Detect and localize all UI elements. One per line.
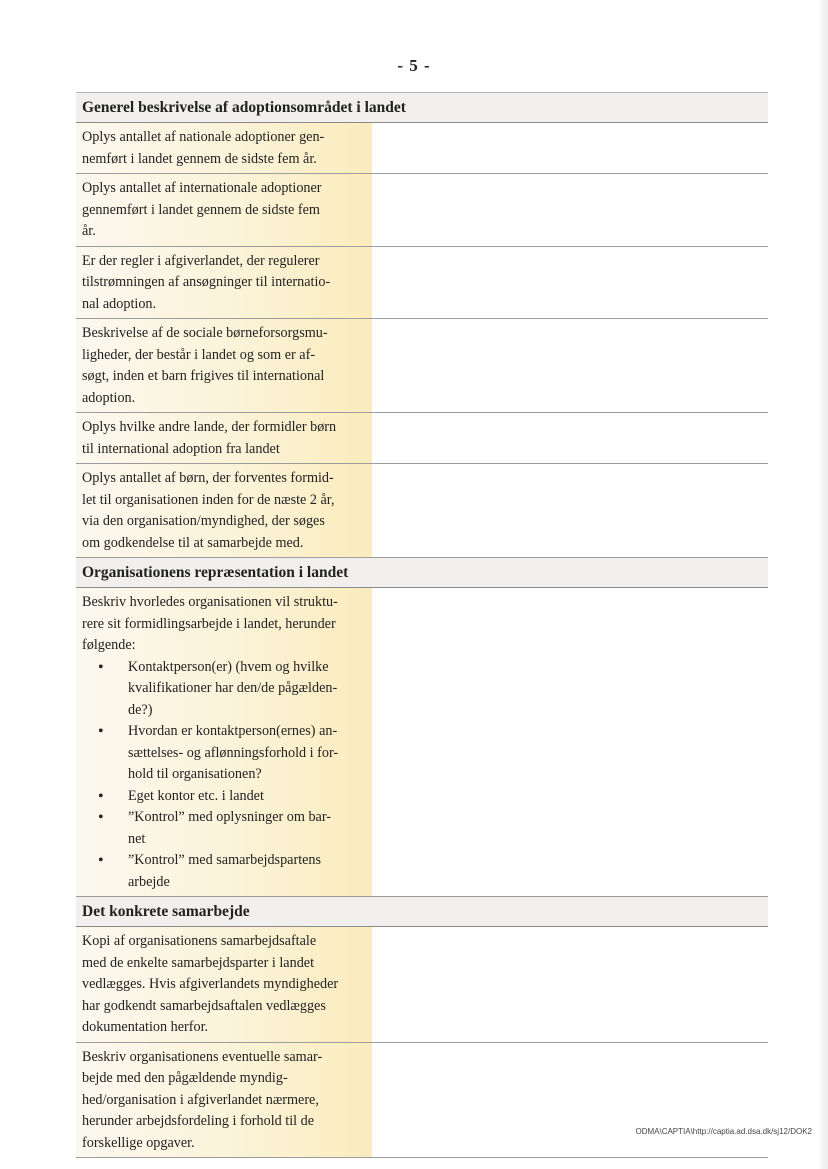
question-cooperation-agreement: Kopi af organisationens samarbejdsaftale med de enkelte samarbejdsparter i landet vedlægges. Hvis afgiverlandets myndigheder har godkendt samarbejdsaftalen vedlægges dokumentation herfor. bbox=[76, 927, 372, 1042]
table-row bbox=[76, 927, 768, 1043]
question-child-welfare: Beskrivelse af de sociale børneforsorgsmu- ligheder, der består i landet og som er af- søgt, inden et barn frigives til international adoption. bbox=[76, 319, 372, 412]
document-reference: ODMA\CAPTIA\http://captia.ad.dsa.dk/sj12/DOK2 bbox=[635, 1127, 812, 1136]
table-row bbox=[76, 174, 768, 247]
bullet-item: • ”Kontrol” med samarbejdspartens arbejde bbox=[82, 850, 372, 893]
answer-field[interactable] bbox=[372, 174, 768, 246]
answer-field[interactable] bbox=[372, 1043, 768, 1158]
form-table bbox=[76, 92, 768, 1158]
bullet-item: • Hvordan er kontaktperson(ernes) an- sættelses- og aflønningsforhold i for- hold til organisationen? bbox=[82, 721, 372, 786]
table-row bbox=[76, 413, 768, 464]
table-row bbox=[76, 123, 768, 174]
section-header-cooperation: Det konkrete samarbejde bbox=[76, 897, 768, 927]
question-other-countries: Oplys hvilke andre lande, der formidler børn til international adoption fra landet bbox=[76, 413, 372, 463]
answer-field[interactable] bbox=[372, 588, 768, 896]
scan-edge-shadow bbox=[818, 0, 828, 1169]
question-structure bbox=[76, 588, 372, 896]
answer-field[interactable] bbox=[372, 927, 768, 1042]
table-row bbox=[76, 319, 768, 413]
section-header-general: Generel beskrivelse af adoptionsområdet i landet bbox=[76, 93, 768, 123]
question-application-rules: Er der regler i afgiverlandet, der regulerer tilstrømningen af ansøgninger til internatio- nal adoption. bbox=[76, 247, 372, 319]
table-row bbox=[76, 247, 768, 320]
section-header-representation: Organisationens repræsentation i landet bbox=[76, 558, 768, 588]
answer-field[interactable] bbox=[372, 247, 768, 319]
table-row bbox=[76, 588, 768, 897]
answer-field[interactable] bbox=[372, 413, 768, 463]
question-intro: Beskriv hvorledes organisationen vil struktu- rere sit formidlingsarbejde i landet, herunder følgende: bbox=[82, 594, 338, 653]
answer-field[interactable] bbox=[372, 319, 768, 412]
bullet-item: • Kontaktperson(er) (hvem og hvilke kvalifikationer har den/de pågælden- de?) bbox=[82, 657, 372, 722]
question-cooperation-details: Beskriv organisationens eventuelle samar- bejde med den pågældende myndig- hed/organisation i afgiverlandet nærmere, herunder arbejdsfordeling i forhold til de forskellige opgaver. bbox=[76, 1043, 372, 1158]
page-number: - 5 - bbox=[397, 56, 431, 75]
answer-field[interactable] bbox=[372, 123, 768, 173]
table-row bbox=[76, 464, 768, 558]
table-row bbox=[76, 1043, 768, 1159]
bullet-list bbox=[82, 657, 372, 894]
question-international-adoptions: Oplys antallet af internationale adoptioner gennemført i landet gennem de sidste fem år. bbox=[76, 174, 372, 246]
question-expected-children: Oplys antallet af børn, der forventes formid- let til organisationen inden for de næste 2 år, via den organisation/myndighed, der søges om godkendelse til at samarbejde med. bbox=[76, 464, 372, 557]
bullet-item: • Eget kontor etc. i landet bbox=[82, 786, 372, 808]
bullet-item: • ”Kontrol” med oplysninger om bar- net bbox=[82, 807, 372, 850]
question-national-adoptions: Oplys antallet af nationale adoptioner gen- nemført i landet gennem de sidste fem år. bbox=[76, 123, 372, 173]
answer-field[interactable] bbox=[372, 464, 768, 557]
